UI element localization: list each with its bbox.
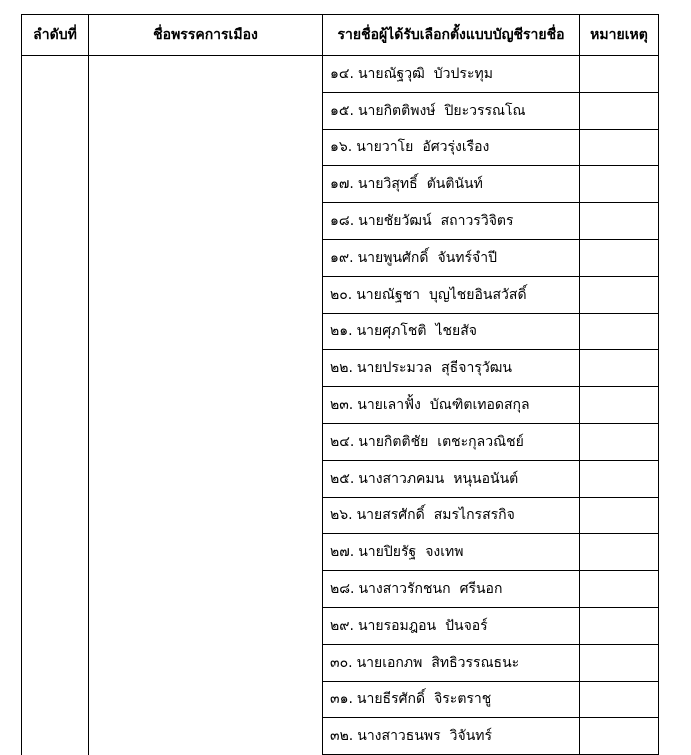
note-cell — [580, 276, 659, 313]
candidate-cell — [323, 718, 580, 755]
candidate-surname: สิทธิวรรณธนะ — [431, 654, 520, 671]
candidate-given-name: นายพูนศักดิ์ — [357, 249, 429, 266]
candidate-surname: จันทร์จำปี — [437, 249, 497, 266]
candidate-surname: ตันตินันท์ — [426, 176, 483, 193]
candidate-cell — [323, 534, 580, 571]
candidate-number: ๒๓. — [330, 397, 354, 414]
candidate-number: ๒๐. — [330, 286, 353, 303]
candidate-surname: สุธีจารุวัฒน — [441, 360, 512, 377]
candidate-number: ๒๙. — [330, 617, 354, 634]
note-cell — [580, 423, 659, 460]
candidate-given-name: นางสาวธนพร — [357, 728, 441, 745]
candidate-given-name: นายประมวล — [356, 360, 433, 377]
candidate-number: ๒๖. — [330, 507, 353, 524]
candidate-number: ๒๕. — [330, 470, 355, 487]
table-body — [22, 56, 659, 755]
candidate-surname: ไชยสัจ — [435, 323, 477, 340]
candidate-surname: เตชะกุลวณิชย์ — [437, 433, 524, 450]
candidate-cell — [323, 203, 580, 240]
note-cell — [580, 56, 659, 93]
candidate-number: ๒๑. — [330, 323, 353, 340]
candidate-given-name: นายรอมฎอน — [357, 617, 437, 634]
note-cell — [580, 166, 659, 203]
candidate-given-name: นายเอกภพ — [356, 654, 423, 671]
candidate-cell — [323, 460, 580, 497]
candidate-given-name: นายชัยวัฒน์ — [358, 213, 432, 230]
candidate-given-name: นายศุภโชติ — [356, 323, 427, 340]
header-note: หมายเหตุ — [580, 15, 659, 56]
candidate-number: ๑๗. — [330, 176, 354, 193]
candidate-given-name: นายสรศักดิ์ — [356, 507, 425, 524]
candidate-number: ๑๘. — [330, 213, 355, 230]
candidate-cell — [323, 276, 580, 313]
candidate-given-name: นายธีรศักดิ์ — [356, 691, 426, 708]
candidate-given-name: นายณัฐวุฒิ — [357, 65, 425, 82]
candidate-surname: ปันจอร์ — [445, 617, 488, 634]
candidate-number: ๑๖. — [330, 139, 353, 156]
candidate-cell — [323, 166, 580, 203]
candidate-surname: ปิยะวรรณโณ — [444, 102, 526, 119]
note-cell — [580, 718, 659, 755]
candidate-surname: บุญไชยอินสวัสดิ์ — [428, 286, 527, 303]
note-cell — [580, 203, 659, 240]
candidate-cell — [323, 607, 580, 644]
note-cell — [580, 129, 659, 166]
candidate-cell — [323, 387, 580, 424]
note-cell — [580, 350, 659, 387]
candidate-given-name: นายเลาฟั้ง — [357, 397, 421, 414]
note-cell — [580, 497, 659, 534]
note-cell — [580, 644, 659, 681]
party-name-cell — [89, 56, 323, 755]
candidate-number: ๒๘. — [330, 581, 355, 598]
note-cell — [580, 681, 659, 718]
header-row — [22, 15, 659, 56]
candidate-number: ๓๑. — [330, 691, 353, 708]
note-cell — [580, 239, 659, 276]
candidate-surname: ศรีนอก — [459, 581, 503, 598]
candidate-number: ๒๔. — [330, 433, 355, 450]
candidate-cell — [323, 239, 580, 276]
candidate-cell — [323, 350, 580, 387]
candidate-given-name: นายวาโย — [356, 139, 414, 156]
candidate-surname: สถาวรวิจิตร — [440, 213, 514, 230]
note-cell — [580, 92, 659, 129]
candidate-surname: วิจันทร์ — [449, 728, 493, 745]
candidate-surname: บัณฑิตเทอดสกุล — [429, 397, 530, 414]
candidate-given-name: นายวิสุทธิ์ — [357, 176, 418, 193]
candidate-surname: สมรไกรสรกิจ — [433, 507, 515, 524]
header-candidates: รายชื่อผู้ได้รับเลือกตั้งแบบบัญชีรายชื่อ — [323, 15, 580, 56]
table-row — [22, 56, 659, 93]
header-no: ลำดับที่ — [22, 15, 89, 56]
note-cell — [580, 313, 659, 350]
candidate-cell — [323, 497, 580, 534]
candidate-given-name: นางสาวรักชนก — [358, 581, 451, 598]
note-cell — [580, 460, 659, 497]
candidate-surname: บัวประทุม — [433, 65, 493, 82]
candidate-given-name: นางสาวภคมน — [358, 470, 445, 487]
candidate-cell — [323, 644, 580, 681]
candidate-number: ๒๗. — [330, 544, 355, 561]
note-cell — [580, 607, 659, 644]
candidate-cell — [323, 423, 580, 460]
candidate-cell — [323, 313, 580, 350]
candidate-number: ๑๕. — [330, 102, 354, 119]
candidate-given-name: นายณัฐชา — [356, 286, 420, 303]
candidate-cell — [323, 92, 580, 129]
note-cell — [580, 387, 659, 424]
candidate-number: ๑๙. — [330, 249, 354, 266]
candidate-surname: จงเทพ — [425, 544, 464, 561]
candidate-surname: จิระตราชู — [434, 691, 492, 708]
candidate-given-name: นายกิตติชัย — [358, 433, 429, 450]
order-number-cell — [22, 56, 89, 755]
candidate-given-name: นายปิยรัฐ — [358, 544, 417, 561]
candidate-cell — [323, 681, 580, 718]
candidate-cell — [323, 56, 580, 93]
candidate-cell — [323, 129, 580, 166]
note-cell — [580, 534, 659, 571]
party-list-table — [21, 14, 659, 755]
candidate-surname: หนุนอนันต์ — [453, 470, 519, 487]
candidate-number: ๒๒. — [330, 360, 353, 377]
header-party: ชื่อพรรคการเมือง — [89, 15, 323, 56]
candidate-given-name: นายกิตติพงษ์ — [357, 102, 436, 119]
note-cell — [580, 571, 659, 608]
candidate-number: ๓๐. — [330, 654, 353, 671]
candidate-cell — [323, 571, 580, 608]
candidate-number: ๑๔. — [330, 65, 354, 82]
table-header — [22, 15, 659, 56]
candidate-number: ๓๒. — [330, 728, 354, 745]
candidate-surname: อัศวรุ่งเรือง — [422, 139, 490, 156]
